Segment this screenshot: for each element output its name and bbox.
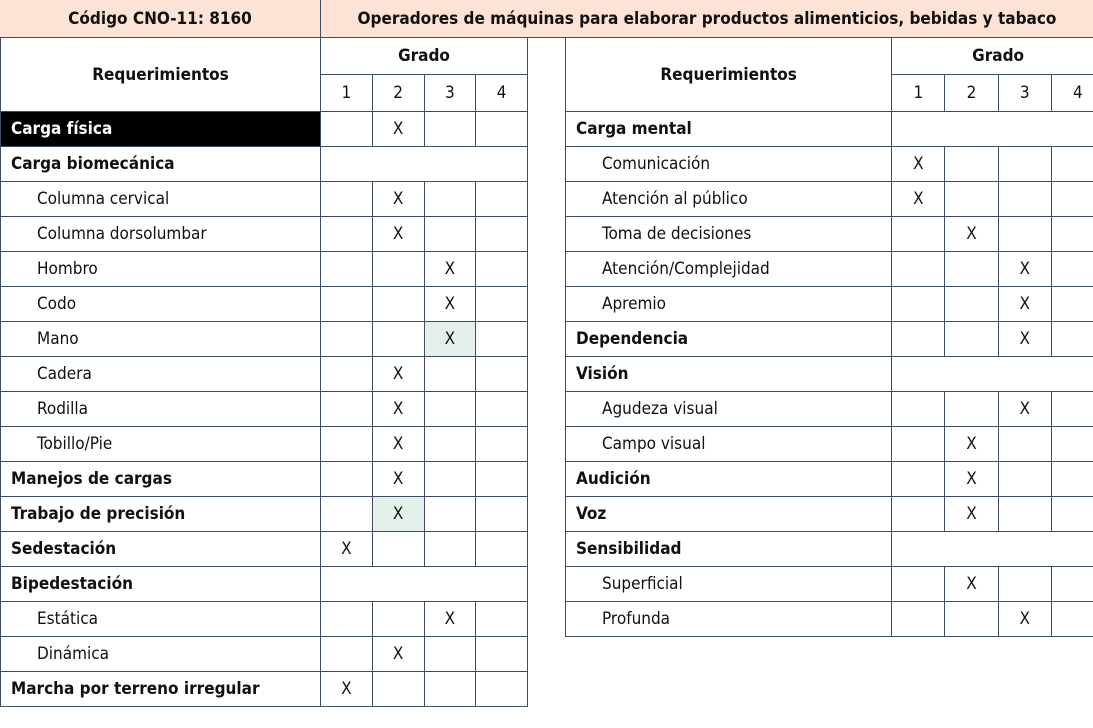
- grade-4-header: 4: [476, 75, 528, 112]
- grade-cell: [892, 462, 945, 497]
- table-row: [1, 532, 528, 567]
- table-row: [1, 637, 528, 672]
- requirement-label: Columna cervical: [1, 182, 321, 217]
- grade-header: Grado: [321, 38, 528, 75]
- grade-cell: X: [945, 497, 998, 532]
- table-row: [566, 147, 1093, 182]
- grade-cell: [945, 182, 998, 217]
- table-row: [1, 602, 528, 637]
- grade-cell: X: [945, 427, 998, 462]
- requirement-label: Bipedestación: [1, 567, 321, 602]
- table-row: [566, 462, 1093, 497]
- requirement-label: Codo: [1, 287, 321, 322]
- requirements-header: Requerimientos: [566, 38, 892, 112]
- requirement-label: Audición: [566, 462, 892, 497]
- requirement-label: Sensibilidad: [566, 532, 892, 567]
- grade-cell: [321, 637, 373, 672]
- table-row: [566, 427, 1093, 462]
- requirement-label: Campo visual: [566, 427, 892, 462]
- requirement-label: Apremio: [566, 287, 892, 322]
- grade-cell: X: [998, 602, 1051, 637]
- grade-cell: [892, 567, 945, 602]
- grade-cell: [1051, 392, 1093, 427]
- grade-cell: [476, 497, 528, 532]
- grade-cell: [998, 427, 1051, 462]
- requirement-label: Superficial: [566, 567, 892, 602]
- grade-cell: X: [372, 357, 424, 392]
- table-row: [1, 217, 528, 252]
- table-row: [566, 532, 1093, 567]
- grade-cell: [476, 427, 528, 462]
- grade-cell: [945, 602, 998, 637]
- left-requirements-table: [0, 37, 528, 707]
- grade-1-header: 1: [321, 75, 373, 112]
- grade-header: Grado: [892, 38, 1093, 75]
- requirement-label: Cadera: [1, 357, 321, 392]
- grade-cell: [424, 532, 476, 567]
- grade-cell: X: [945, 217, 998, 252]
- requirement-label: Toma de decisiones: [566, 217, 892, 252]
- occupation-code: Código CNO-11: 8160: [0, 0, 321, 37]
- grade-cell-empty: [892, 357, 1093, 392]
- requirement-label: Agudeza visual: [566, 392, 892, 427]
- grade-cell: [424, 672, 476, 707]
- grade-cell: X: [998, 252, 1051, 287]
- grade-cell: X: [998, 322, 1051, 357]
- grade-cell-highlighted: X: [424, 322, 476, 357]
- grade-cell: X: [424, 287, 476, 322]
- grade-cell: [424, 357, 476, 392]
- grade-cell: [372, 532, 424, 567]
- grade-cell: [1051, 567, 1093, 602]
- table-row: [1, 112, 528, 147]
- grade-4-header: 4: [1051, 75, 1093, 112]
- grade-cell: [476, 637, 528, 672]
- grade-cell: [476, 602, 528, 637]
- requirement-label: Voz: [566, 497, 892, 532]
- grade-cell: X: [945, 567, 998, 602]
- requirement-label[interactable]: Carga física: [1, 112, 321, 147]
- grade-cell: [1051, 427, 1093, 462]
- grade-cell: X: [998, 392, 1051, 427]
- requirement-label: Carga biomecánica: [1, 147, 321, 182]
- grade-cell: [476, 252, 528, 287]
- requirement-label: Carga mental: [566, 112, 892, 147]
- grade-cell: [321, 602, 373, 637]
- grade-cell: [892, 287, 945, 322]
- grade-cell: [945, 322, 998, 357]
- grade-cell: [372, 322, 424, 357]
- grade-cell: X: [372, 427, 424, 462]
- requirement-label: Dependencia: [566, 322, 892, 357]
- grade-cell: [1051, 287, 1093, 322]
- grade-cell: X: [998, 287, 1051, 322]
- grade-cell: [321, 217, 373, 252]
- grade-cell: [321, 497, 373, 532]
- grade-cell: X: [372, 217, 424, 252]
- grade-cell: [1051, 602, 1093, 637]
- table-row: [566, 217, 1093, 252]
- table-row: [566, 357, 1093, 392]
- grade-cell: [476, 112, 528, 147]
- requirement-label: Tobillo/Pie: [1, 427, 321, 462]
- grade-cell: [998, 147, 1051, 182]
- grade-cell: [476, 392, 528, 427]
- table-row: [566, 497, 1093, 532]
- grade-cell: [476, 532, 528, 567]
- table-row: [566, 112, 1093, 147]
- grade-cell: [998, 567, 1051, 602]
- grade-cell: [1051, 217, 1093, 252]
- grade-cell: X: [321, 672, 373, 707]
- grade-cell: [945, 252, 998, 287]
- grade-cell: [1051, 252, 1093, 287]
- grade-cell: [998, 497, 1051, 532]
- grade-cell: [892, 602, 945, 637]
- grade-cell-empty: [892, 112, 1093, 147]
- grade-cell: [945, 287, 998, 322]
- table-row: [566, 182, 1093, 217]
- grade-cell: [892, 427, 945, 462]
- table-row: [1, 147, 528, 182]
- requirement-label: Sedestación: [1, 532, 321, 567]
- grade-3-header: 3: [998, 75, 1051, 112]
- grade-cell: [476, 217, 528, 252]
- grade-cell: [372, 602, 424, 637]
- grade-cell: [372, 287, 424, 322]
- requirement-label: Estática: [1, 602, 321, 637]
- requirement-label: Dinámica: [1, 637, 321, 672]
- grade-cell: X: [321, 532, 373, 567]
- table-row: [1, 392, 528, 427]
- grade-cell: [1051, 462, 1093, 497]
- grade-cell: [892, 392, 945, 427]
- grade-cell: [372, 252, 424, 287]
- grade-cell-empty: [321, 147, 528, 182]
- table-row: [566, 322, 1093, 357]
- grade-cell: [321, 182, 373, 217]
- grade-cell: [424, 427, 476, 462]
- grade-cell: [892, 252, 945, 287]
- grade-cell: [1051, 147, 1093, 182]
- table-row: [1, 497, 528, 532]
- grade-cell: [424, 637, 476, 672]
- requirements-header: Requerimientos: [1, 38, 321, 112]
- grade-cell: [476, 672, 528, 707]
- requirement-label: Marcha por terreno irregular: [1, 672, 321, 707]
- grade-cell: [476, 322, 528, 357]
- grade-cell: [321, 252, 373, 287]
- grade-cell: [424, 217, 476, 252]
- table-row: [1, 252, 528, 287]
- table-row: [1, 322, 528, 357]
- grade-cell: X: [372, 182, 424, 217]
- grade-cell: X: [372, 112, 424, 147]
- grade-cell: [321, 392, 373, 427]
- grade-cell: [424, 392, 476, 427]
- table-row: [1, 357, 528, 392]
- requirement-label: Profunda: [566, 602, 892, 637]
- grade-cell: [424, 112, 476, 147]
- right-requirements-table: [565, 37, 1093, 637]
- grade-1-header: 1: [892, 75, 945, 112]
- grade-cell: [424, 182, 476, 217]
- table-row: [1, 182, 528, 217]
- grade-cell: [892, 497, 945, 532]
- grade-cell: [424, 497, 476, 532]
- grade-cell: [945, 392, 998, 427]
- grade-2-header: 2: [372, 75, 424, 112]
- grade-cell: [476, 182, 528, 217]
- occupation-title: Operadores de máquinas para elaborar productos alimenticios, bebidas y tabaco: [357, 8, 1057, 29]
- grade-cell: [892, 322, 945, 357]
- grade-cell-empty: [321, 567, 528, 602]
- grade-cell: [321, 427, 373, 462]
- grade-cell: [476, 287, 528, 322]
- grade-cell: [321, 357, 373, 392]
- requirement-label: Trabajo de precisión: [1, 497, 321, 532]
- grade-cell: [945, 147, 998, 182]
- requirement-label: Rodilla: [1, 392, 321, 427]
- requirement-label: Manejos de cargas: [1, 462, 321, 497]
- grade-cell: [998, 462, 1051, 497]
- requirement-label: Comunicación: [566, 147, 892, 182]
- table-row: [1, 672, 528, 707]
- grade-cell: X: [372, 637, 424, 672]
- table-row: [566, 392, 1093, 427]
- grade-cell: [1051, 497, 1093, 532]
- grade-cell: [476, 462, 528, 497]
- requirement-label: Atención/Complejidad: [566, 252, 892, 287]
- grade-cell: [321, 112, 373, 147]
- requirement-label: Columna dorsolumbar: [1, 217, 321, 252]
- table-row: [566, 602, 1093, 637]
- requirement-label: Mano: [1, 322, 321, 357]
- grade-cell: X: [892, 147, 945, 182]
- grade-3-header: 3: [424, 75, 476, 112]
- grade-cell: [321, 462, 373, 497]
- grade-cell: X: [945, 462, 998, 497]
- grade-cell: X: [424, 602, 476, 637]
- grade-cell: X: [424, 252, 476, 287]
- grade-cell-empty: [892, 532, 1093, 567]
- grade-cell: [372, 672, 424, 707]
- grade-cell: [321, 287, 373, 322]
- table-row: [1, 287, 528, 322]
- occupation-header: [0, 0, 1093, 38]
- grade-cell: [892, 217, 945, 252]
- grade-cell: X: [372, 392, 424, 427]
- table-row: [1, 462, 528, 497]
- grade-cell: [1051, 182, 1093, 217]
- grade-cell: [476, 357, 528, 392]
- grade-cell: X: [892, 182, 945, 217]
- grade-cell-highlighted: X: [372, 497, 424, 532]
- table-row: [566, 287, 1093, 322]
- requirement-label: Atención al público: [566, 182, 892, 217]
- table-row: [1, 567, 528, 602]
- grade-2-header: 2: [945, 75, 998, 112]
- table-row: [566, 567, 1093, 602]
- grade-cell: [998, 182, 1051, 217]
- requirement-label: Visión: [566, 357, 892, 392]
- grade-cell: [321, 322, 373, 357]
- table-row: [1, 427, 528, 462]
- grade-cell: [424, 462, 476, 497]
- table-row: [566, 252, 1093, 287]
- grade-cell: [998, 217, 1051, 252]
- requirement-label: Hombro: [1, 252, 321, 287]
- grade-cell: X: [372, 462, 424, 497]
- grade-cell: [1051, 322, 1093, 357]
